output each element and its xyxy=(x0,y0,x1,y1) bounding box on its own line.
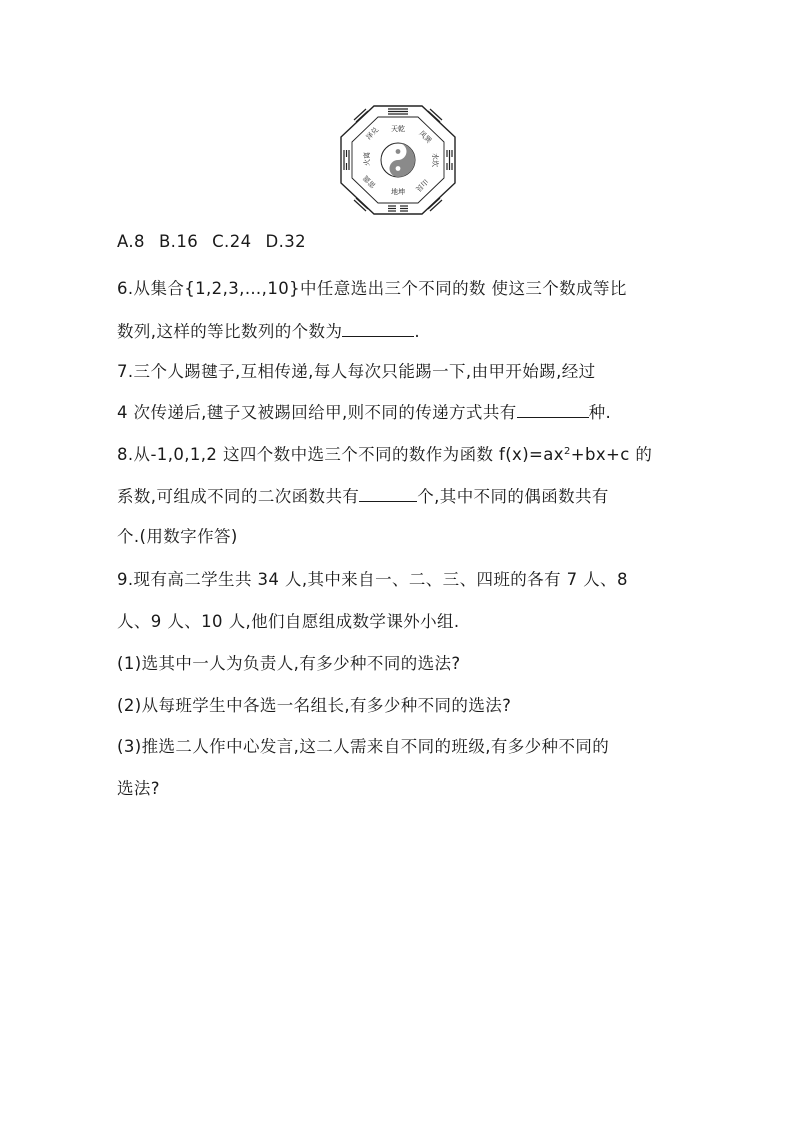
bagua-label-kan: 水坎 xyxy=(431,153,439,167)
q6-answer-blank[interactable] xyxy=(342,322,414,337)
q6-line-2 xyxy=(117,318,420,342)
q9-part-1: (1)选其中一人为负责人,有多少种不同的选法? xyxy=(117,654,461,673)
bagua-label-kun: 地坤 xyxy=(391,188,405,196)
bagua-label-zhen: 雷震 xyxy=(361,173,378,190)
q8-line-1 xyxy=(117,441,652,465)
yin-yang-icon xyxy=(381,143,415,177)
q9-part-3-line-1: (3)推选二人作中心发言,这二人需来自不同的班级,有多少种不同的 xyxy=(117,737,610,756)
q9-line-1: 9.现有高二学生共 34 人,其中来自一、二、三、四班的各有 7 人、8 xyxy=(117,570,628,589)
q8-text: 8.从-1,0,1,2 这四个数中选三个不同的数作为函数 f(x)=ax xyxy=(117,445,564,464)
q8-exponent: 2 xyxy=(563,446,571,457)
bagua-label-li: 火离 xyxy=(363,152,371,166)
bagua-label-dui: 泽兑 xyxy=(364,125,381,142)
q6-text-end: . xyxy=(414,322,421,341)
q8-text-end: +bx+c 的 xyxy=(570,445,653,464)
bagua-label-gen: 山艮 xyxy=(414,177,430,193)
option-b: B.16 xyxy=(158,232,199,251)
q8-answer-blank-1[interactable] xyxy=(359,487,417,502)
q8-text-3: 个,其中不同的偶函数共有 xyxy=(417,487,609,506)
q7-line-1: 7.三个人踢毽子,互相传递,每人每次只能踢一下,由甲开始踢,经过 xyxy=(117,362,596,381)
q7-text: 4 次传递后,毽子又被踢回给甲,则不同的传递方式共有 xyxy=(117,403,517,422)
q5-options xyxy=(117,232,320,251)
bagua-label-qian: 天乾 xyxy=(391,125,405,133)
q9-part-2: (2)从每班学生中各选一名组长,有多少种不同的选法? xyxy=(117,696,512,715)
option-d: D.32 xyxy=(265,232,307,251)
q8-line-2 xyxy=(117,483,609,507)
q6-line-1: 6.从集合{1,2,3,…,10}中任意选出三个不同的数 使这三个数成等比 xyxy=(117,279,627,298)
q9-line-2: 人、9 人、10 人,他们自愿组成数学课外小组. xyxy=(117,612,460,631)
q8-line-3: 个.(用数字作答) xyxy=(117,527,238,546)
q7-answer-blank[interactable] xyxy=(517,403,589,418)
q6-text: 数列,这样的等比数列的个数为 xyxy=(117,322,343,341)
q9-part-3-line-2: 选法? xyxy=(117,779,160,798)
option-c: C.24 xyxy=(212,232,252,251)
bagua-label-xun: 风巽 xyxy=(417,129,433,145)
option-a: A.8 xyxy=(117,232,145,251)
bagua-figure xyxy=(340,105,456,215)
q8-text-2: 系数,可组成不同的二次函数共有 xyxy=(117,487,360,506)
q7-line-2 xyxy=(117,399,611,423)
q7-text-end: 种. xyxy=(588,403,612,422)
